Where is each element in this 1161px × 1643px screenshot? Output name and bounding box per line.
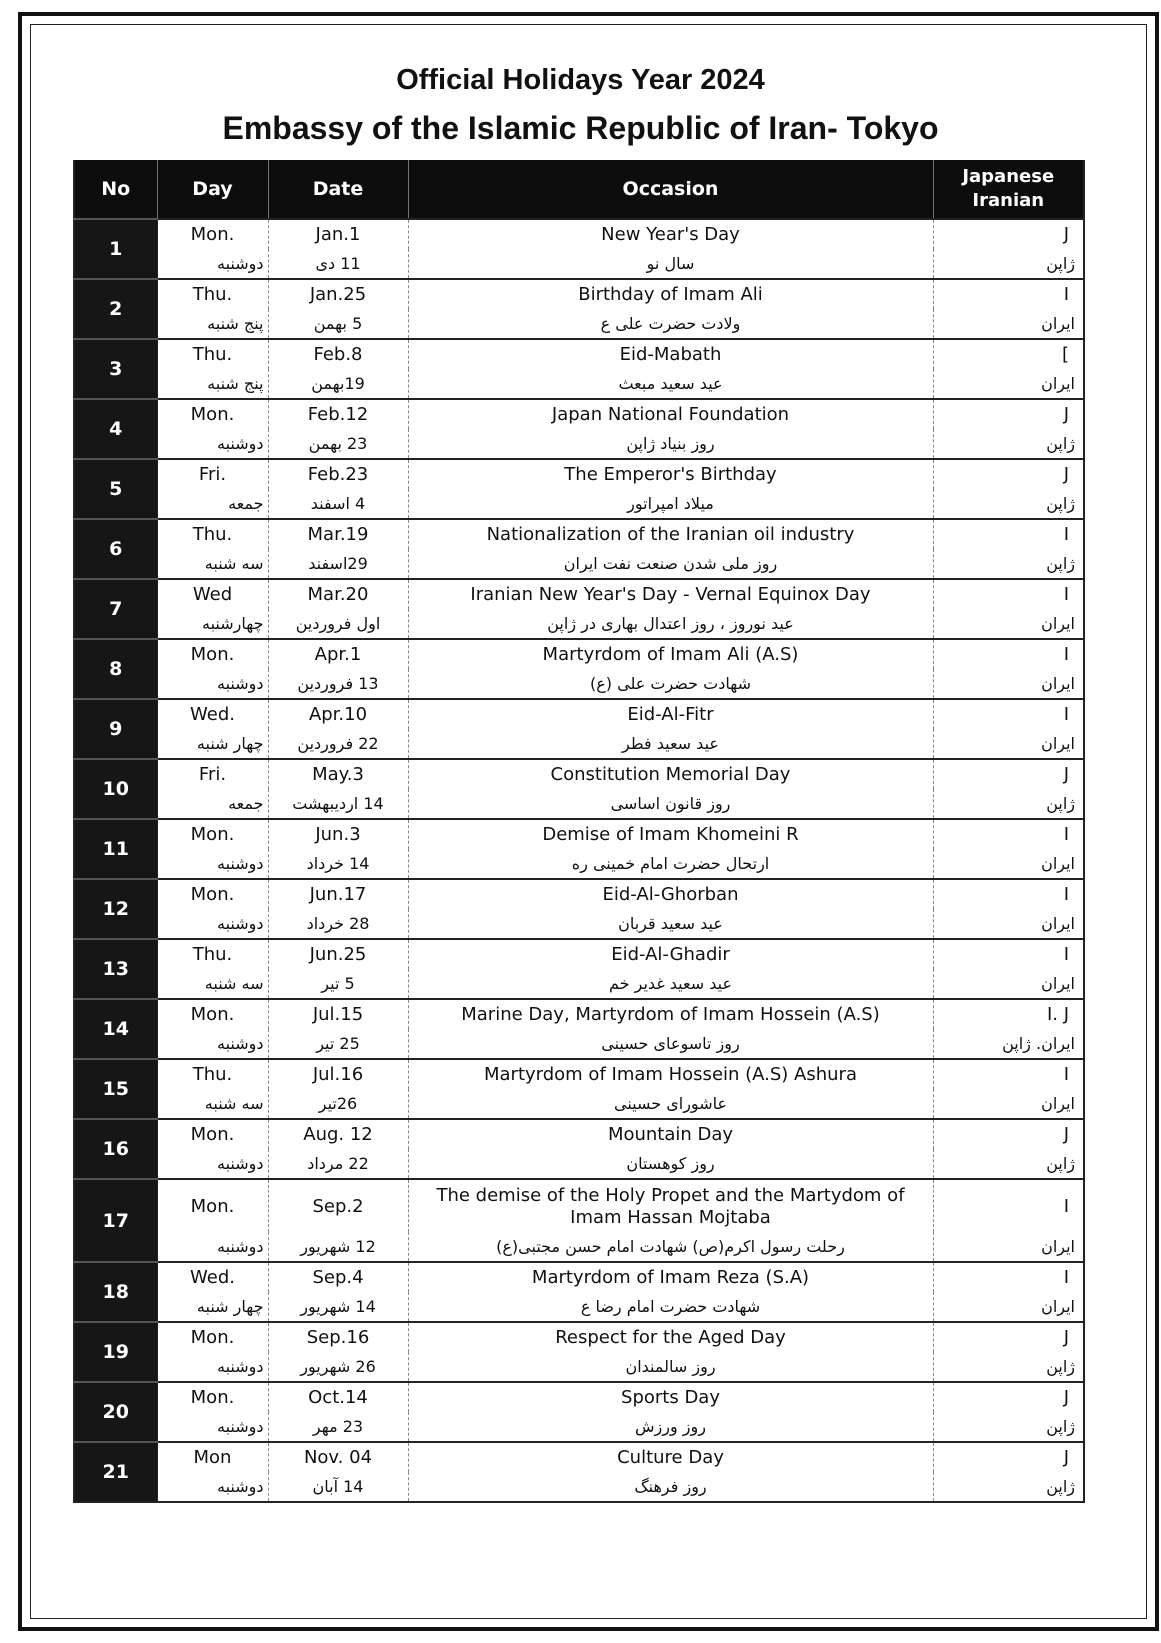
date-en: Feb.8: [268, 339, 408, 369]
country-fa: ژاپن: [933, 1472, 1084, 1502]
date-en: Jan.25: [268, 279, 408, 309]
country-code: I: [933, 939, 1084, 969]
occasion-fa: عاشورای حسینی: [408, 1089, 933, 1119]
table-row: [74, 1262, 1084, 1292]
occasion-en: The demise of the Holy Propet and the Martydom of Imam Hassan Mojtaba: [408, 1179, 933, 1232]
table-row: [74, 939, 1084, 969]
day-en: Wed.: [157, 699, 268, 729]
date-en: May.3: [268, 759, 408, 789]
header-no: No: [74, 160, 157, 219]
row-number: 20: [74, 1382, 157, 1442]
header-date: Date: [268, 160, 408, 219]
occasion-en: Nationalization of the Iranian oil industry: [408, 519, 933, 549]
table-row: [74, 1119, 1084, 1149]
table-row-fa: [74, 549, 1084, 579]
row-number: 9: [74, 699, 157, 759]
day-fa: دوشنبه: [157, 1412, 268, 1442]
date-en: Mar.19: [268, 519, 408, 549]
date-fa: 11 دی: [268, 249, 408, 279]
country-code: [: [933, 339, 1084, 369]
country-code: I: [933, 879, 1084, 909]
occasion-fa: روز ملی شدن صنعت نفت ایران: [408, 549, 933, 579]
date-fa: 25 تیر: [268, 1029, 408, 1059]
day-fa: دوشنبه: [157, 1472, 268, 1502]
date-fa: اول فروردین: [268, 609, 408, 639]
occasion-fa: ولادت حضرت علی ع: [408, 309, 933, 339]
day-en: Mon.: [157, 399, 268, 429]
occasion-fa: روز تاسوعای حسینی: [408, 1029, 933, 1059]
row-number: 14: [74, 999, 157, 1059]
occasion-en: Eid-Al-Ghorban: [408, 879, 933, 909]
country-fa: ایران: [933, 1292, 1084, 1322]
occasion-en: Iranian New Year's Day - Vernal Equinox Day: [408, 579, 933, 609]
country-fa: ژاپن: [933, 1352, 1084, 1382]
occasion-fa: روز ورزش: [408, 1412, 933, 1442]
country-code: I: [933, 279, 1084, 309]
occasion-fa: شهادت حضرت امام رضا ع: [408, 1292, 933, 1322]
date-fa: 12 شهریور: [268, 1232, 408, 1262]
table-row: [74, 819, 1084, 849]
occasion-en: Eid-Mabath: [408, 339, 933, 369]
date-en: Feb.23: [268, 459, 408, 489]
table-row-fa: [74, 309, 1084, 339]
table-row-fa: [74, 729, 1084, 759]
date-fa: 14 اردیبهشت: [268, 789, 408, 819]
day-fa: دوشنبه: [157, 1232, 268, 1262]
country-fa: ایران: [933, 909, 1084, 939]
day-fa: دوشنبه: [157, 1352, 268, 1382]
header-occasion: Occasion: [408, 160, 933, 219]
country-code: I: [933, 639, 1084, 669]
date-fa: 26 شهریور: [268, 1352, 408, 1382]
country-fa: ایران: [933, 1089, 1084, 1119]
date-en: Jun.17: [268, 879, 408, 909]
occasion-fa: روز قانون اساسی: [408, 789, 933, 819]
occasion-en: The Emperor's Birthday: [408, 459, 933, 489]
row-number: 4: [74, 399, 157, 459]
occasion-en: Respect for the Aged Day: [408, 1322, 933, 1352]
table-row: [74, 1382, 1084, 1412]
country-code: J: [933, 1382, 1084, 1412]
date-en: Jul.16: [268, 1059, 408, 1089]
table-row-fa: [74, 369, 1084, 399]
row-number: 5: [74, 459, 157, 519]
day-fa: جمعه: [157, 789, 268, 819]
date-en: Sep.4: [268, 1262, 408, 1292]
table-row-fa: [74, 1472, 1084, 1502]
day-fa: پنج شنبه: [157, 369, 268, 399]
day-fa: دوشنبه: [157, 1149, 268, 1179]
occasion-en: Martyrdom of Imam Ali (A.S): [408, 639, 933, 669]
country-code: I: [933, 1262, 1084, 1292]
country-fa: ژاپن: [933, 549, 1084, 579]
date-en: Feb.12: [268, 399, 408, 429]
country-code: I: [933, 1179, 1084, 1232]
date-en: Oct.14: [268, 1382, 408, 1412]
occasion-en: Martyrdom of Imam Reza (S.A): [408, 1262, 933, 1292]
table-header-row: [74, 160, 1084, 219]
country-fa: ایران: [933, 1232, 1084, 1262]
date-fa: 5 بهمن: [268, 309, 408, 339]
country-code: J: [933, 1322, 1084, 1352]
table-row-fa: [74, 489, 1084, 519]
day-fa: چهار شنبه: [157, 1292, 268, 1322]
row-number: 1: [74, 219, 157, 279]
day-fa: سه شنبه: [157, 969, 268, 999]
country-fa: ایران: [933, 369, 1084, 399]
date-fa: 22 مرداد: [268, 1149, 408, 1179]
table-row-fa: [74, 249, 1084, 279]
table-row-fa: [74, 429, 1084, 459]
table-row: [74, 1179, 1084, 1232]
country-fa: ایران: [933, 849, 1084, 879]
day-en: Mon.: [157, 999, 268, 1029]
country-fa: ژاپن: [933, 789, 1084, 819]
date-fa: 5 تیر: [268, 969, 408, 999]
table-row-fa: [74, 1089, 1084, 1119]
day-fa: دوشنبه: [157, 429, 268, 459]
country-code: J: [933, 1119, 1084, 1149]
occasion-en: Sports Day: [408, 1382, 933, 1412]
country-code: J: [933, 399, 1084, 429]
document-subtitle: Embassy of the Islamic Republic of Iran- Tokyo: [222, 110, 939, 146]
date-fa: 23 بهمن: [268, 429, 408, 459]
row-number: 19: [74, 1322, 157, 1382]
table-row-fa: [74, 969, 1084, 999]
occasion-fa: عید نوروز ، روز اعتدال بهاری در ژاپن: [408, 609, 933, 639]
table-row-fa: [74, 1149, 1084, 1179]
date-fa: 26تیر: [268, 1089, 408, 1119]
date-fa: 19بهمن: [268, 369, 408, 399]
occasion-fa: شهادت حضرت علی (ع): [408, 669, 933, 699]
table-row-fa: [74, 669, 1084, 699]
header-japanese-iranian: [933, 160, 1084, 219]
date-en: Mar.20: [268, 579, 408, 609]
country-code: I. J: [933, 999, 1084, 1029]
table-row: [74, 1322, 1084, 1352]
table-row: [74, 459, 1084, 489]
header-japanese: Japanese: [962, 166, 1055, 187]
occasion-en: Eid-Al-Fitr: [408, 699, 933, 729]
day-fa: چهارشنبه: [157, 609, 268, 639]
row-number: 11: [74, 819, 157, 879]
table-row: [74, 219, 1084, 249]
date-en: Sep.2: [268, 1179, 408, 1232]
occasion-fa: روز سالمندان: [408, 1352, 933, 1382]
occasion-en: Eid-Al-Ghadir: [408, 939, 933, 969]
day-fa: جمعه: [157, 489, 268, 519]
day-en: Mon.: [157, 819, 268, 849]
occasion-en: Mountain Day: [408, 1119, 933, 1149]
date-en: Jun.3: [268, 819, 408, 849]
day-en: Mon.: [157, 1119, 268, 1149]
country-code: I: [933, 519, 1084, 549]
occasion-fa: عید سعید فطر: [408, 729, 933, 759]
table-row: [74, 279, 1084, 309]
day-fa: سه شنبه: [157, 549, 268, 579]
row-number: 17: [74, 1179, 157, 1262]
row-number: 13: [74, 939, 157, 999]
day-en: Fri.: [157, 459, 268, 489]
country-fa: ایران: [933, 969, 1084, 999]
country-fa: ژاپن: [933, 1149, 1084, 1179]
day-en: Mon.: [157, 219, 268, 249]
occasion-en: Constitution Memorial Day: [408, 759, 933, 789]
table-row: [74, 519, 1084, 549]
day-fa: دوشنبه: [157, 909, 268, 939]
day-fa: دوشنبه: [157, 249, 268, 279]
date-fa: 23 مهر: [268, 1412, 408, 1442]
table-row: [74, 399, 1084, 429]
day-en: Mon.: [157, 1322, 268, 1352]
date-en: Jan.1: [268, 219, 408, 249]
occasion-fa: روز کوهستان: [408, 1149, 933, 1179]
country-fa: ژاپن: [933, 429, 1084, 459]
date-fa: 28 خرداد: [268, 909, 408, 939]
day-en: Mon.: [157, 879, 268, 909]
row-number: 6: [74, 519, 157, 579]
table-body: [74, 219, 1084, 1502]
day-fa: چهار شنبه: [157, 729, 268, 759]
day-en: Mon.: [157, 639, 268, 669]
occasion-fa: میلاد امپراتور: [408, 489, 933, 519]
day-en: Mon.: [157, 1382, 268, 1412]
country-fa: ایران: [933, 609, 1084, 639]
table-row-fa: [74, 849, 1084, 879]
country-fa: ژاپن: [933, 1412, 1084, 1442]
table-row-fa: [74, 609, 1084, 639]
table-row: [74, 759, 1084, 789]
row-number: 21: [74, 1442, 157, 1502]
country-fa: ایران. ژاپن: [933, 1029, 1084, 1059]
table-row-fa: [74, 789, 1084, 819]
country-fa: ایران: [933, 729, 1084, 759]
table-row: [74, 639, 1084, 669]
occasion-fa: عید سعید مبعث: [408, 369, 933, 399]
date-en: Apr.1: [268, 639, 408, 669]
table-row-fa: [74, 1292, 1084, 1322]
row-number: 7: [74, 579, 157, 639]
row-number: 8: [74, 639, 157, 699]
table-row: [74, 1059, 1084, 1089]
day-en: Thu.: [157, 939, 268, 969]
country-code: I: [933, 819, 1084, 849]
occasion-en: Demise of Imam Khomeini R: [408, 819, 933, 849]
date-fa: 14 شهریور: [268, 1292, 408, 1322]
occasion-en: Culture Day: [408, 1442, 933, 1472]
country-code: I: [933, 1059, 1084, 1089]
date-fa: 4 اسفند: [268, 489, 408, 519]
country-fa: ژاپن: [933, 249, 1084, 279]
date-fa: 13 فروردین: [268, 669, 408, 699]
occasion-fa: روز بنیاد ژاپن: [408, 429, 933, 459]
day-fa: سه شنبه: [157, 1089, 268, 1119]
header-iranian: Iranian: [972, 190, 1045, 211]
row-number: 3: [74, 339, 157, 399]
day-fa: دوشنبه: [157, 1029, 268, 1059]
day-en: Wed: [157, 579, 268, 609]
occasion-en: Marine Day, Martyrdom of Imam Hossein (A.S): [408, 999, 933, 1029]
date-en: Jun.25: [268, 939, 408, 969]
occasion-fa: ارتحال حضرت امام خمینی ره: [408, 849, 933, 879]
table-row: [74, 999, 1084, 1029]
occasion-fa: عید سعید غدیر خم: [408, 969, 933, 999]
day-en: Fri.: [157, 759, 268, 789]
table-row-fa: [74, 909, 1084, 939]
country-code: J: [933, 459, 1084, 489]
occasion-en: Birthday of Imam Ali: [408, 279, 933, 309]
date-en: Jul.15: [268, 999, 408, 1029]
country-fa: ایران: [933, 669, 1084, 699]
day-fa: دوشنبه: [157, 669, 268, 699]
day-en: Thu.: [157, 1059, 268, 1089]
row-number: 12: [74, 879, 157, 939]
day-en: Thu.: [157, 279, 268, 309]
day-fa: دوشنبه: [157, 849, 268, 879]
table-row-fa: [74, 1029, 1084, 1059]
day-en: Thu.: [157, 519, 268, 549]
table-row: [74, 339, 1084, 369]
row-number: 16: [74, 1119, 157, 1179]
day-en: Mon: [157, 1442, 268, 1472]
header-day: Day: [157, 160, 268, 219]
row-number: 10: [74, 759, 157, 819]
occasion-en: Martyrdom of Imam Hossein (A.S) Ashura: [408, 1059, 933, 1089]
country-fa: ایران: [933, 309, 1084, 339]
occasion-fa: روز فرهنگ: [408, 1472, 933, 1502]
date-en: Apr.10: [268, 699, 408, 729]
row-number: 15: [74, 1059, 157, 1119]
day-en: Mon.: [157, 1179, 268, 1232]
table-row: [74, 579, 1084, 609]
occasion-en: Japan National Foundation: [408, 399, 933, 429]
country-code: I: [933, 579, 1084, 609]
date-fa: 22 فروردین: [268, 729, 408, 759]
country-fa: ژاپن: [933, 489, 1084, 519]
row-number: 18: [74, 1262, 157, 1322]
document-title: Official Holidays Year 2024: [396, 64, 765, 96]
holidays-table: [73, 160, 1085, 1503]
table-row: [74, 1442, 1084, 1472]
day-en: Thu.: [157, 339, 268, 369]
country-code: I: [933, 699, 1084, 729]
date-en: Aug. 12: [268, 1119, 408, 1149]
date-fa: 29اسفند: [268, 549, 408, 579]
occasion-fa: سال نو: [408, 249, 933, 279]
day-en: Wed.: [157, 1262, 268, 1292]
row-number: 2: [74, 279, 157, 339]
country-code: J: [933, 759, 1084, 789]
country-code: J: [933, 1442, 1084, 1472]
date-en: Sep.16: [268, 1322, 408, 1352]
table-row-fa: [74, 1352, 1084, 1382]
table-row-fa: [74, 1412, 1084, 1442]
date-en: Nov. 04: [268, 1442, 408, 1472]
occasion-fa: رحلت رسول اکرم(ص) شهادت امام حسن مجتبی(ع): [408, 1232, 933, 1262]
occasion-fa: عید سعید قربان: [408, 909, 933, 939]
occasion-en: New Year's Day: [408, 219, 933, 249]
table-row: [74, 699, 1084, 729]
table-row: [74, 879, 1084, 909]
date-fa: 14 آبان: [268, 1472, 408, 1502]
country-code: J: [933, 219, 1084, 249]
day-fa: پنج شنبه: [157, 309, 268, 339]
date-fa: 14 خرداد: [268, 849, 408, 879]
table-row-fa: [74, 1232, 1084, 1262]
